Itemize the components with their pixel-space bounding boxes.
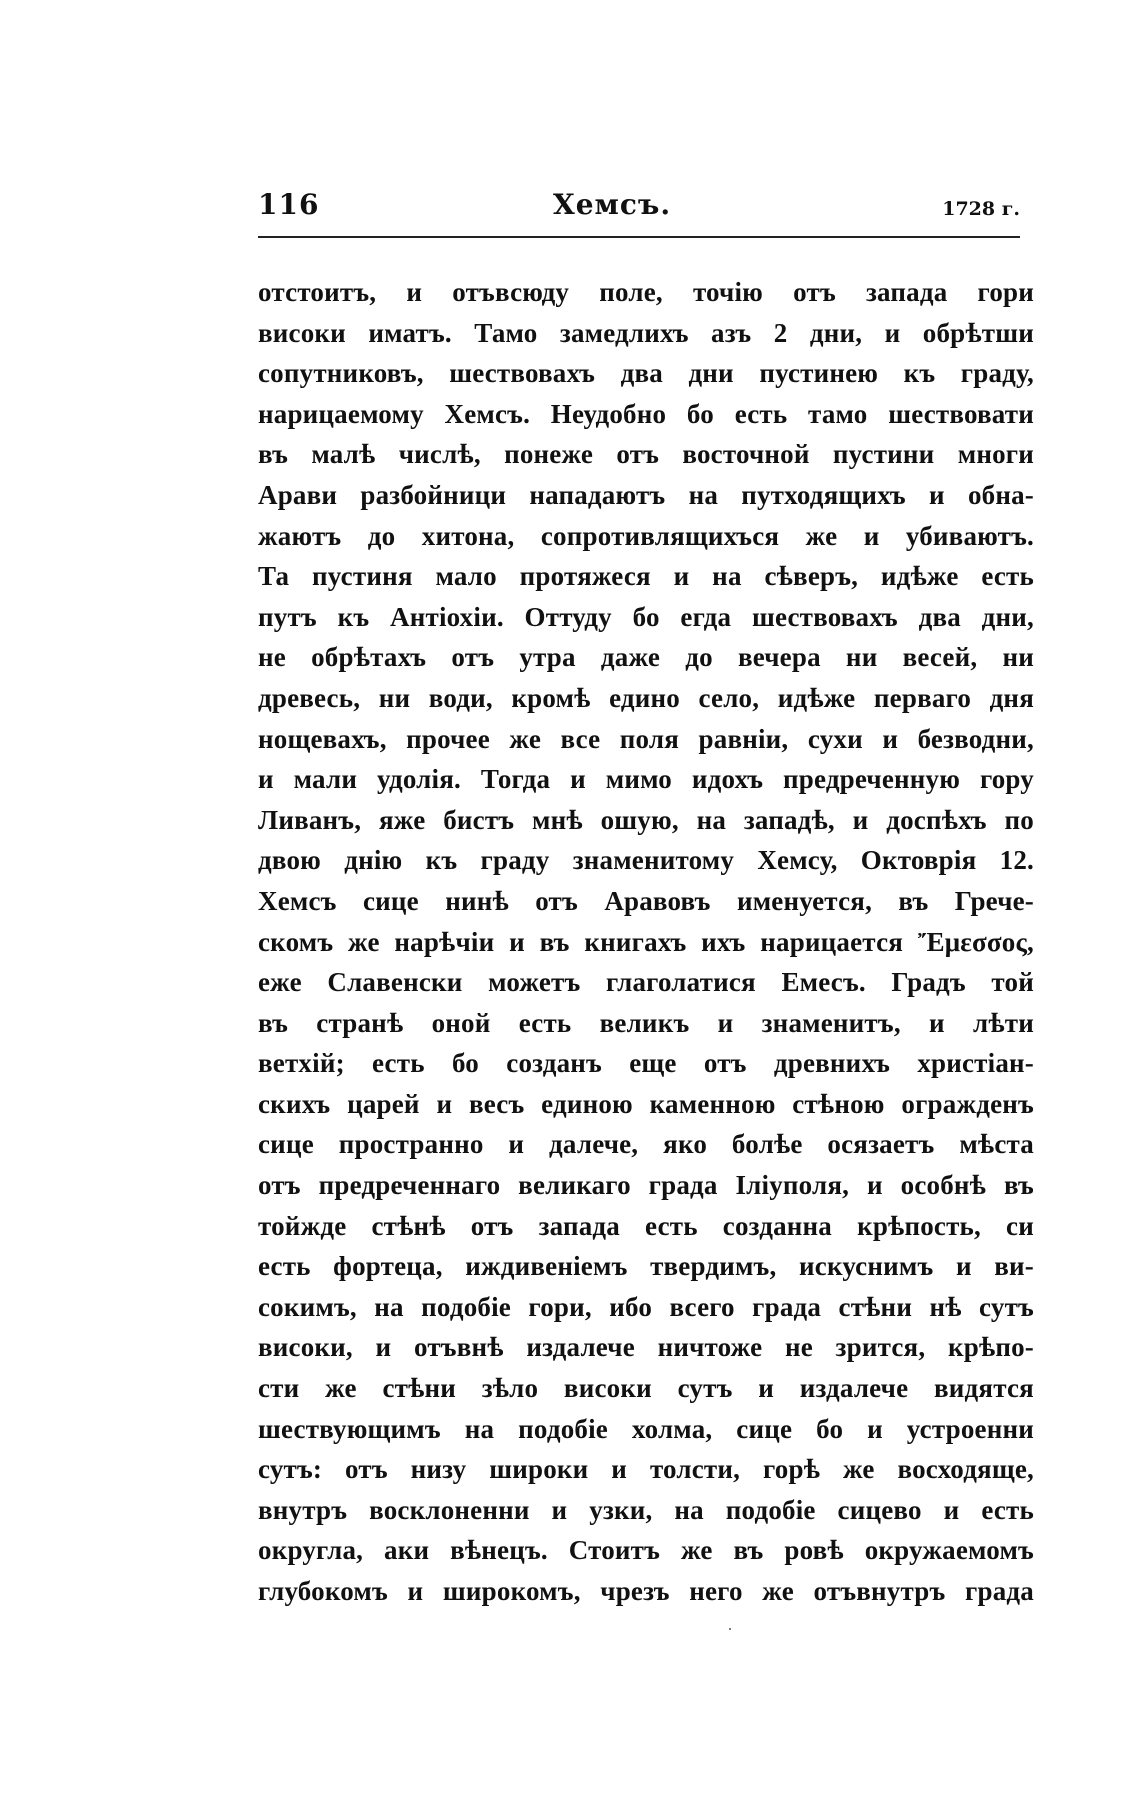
year-label: 1728 г. [942,198,1020,220]
text-line: нарицаемому Хемсъ. Неудобно бо есть тамо шествовати [258,398,1034,429]
text-line: жаютъ до хитона, сопротивлящихъся же и убиваютъ. [258,520,1034,551]
text-line: въ странѣ оной есть великъ и знаменитъ, и лѣти [258,1007,1034,1038]
text-line: високи иматъ. Тамо замедлихъ азъ 2 дни, и обрѣтши [258,317,1034,348]
text-line: внутръ восклоненни и узки, на подобіе сицево и есть [258,1494,1034,1525]
text-line: отъ предреченнаго великаго града Іліуполя, и особнѣ въ [258,1170,1034,1201]
text-line: ветхій; есть бо созданъ еще отъ древнихъ христіан- [258,1048,1034,1079]
text-line: округла, аки вѣнецъ. Стоитъ же въ ровѣ окружаемомъ [258,1535,1034,1566]
text-line: глубокомъ и широкомъ, чрезъ него же отъвнутръ града [258,1576,1034,1606]
text-line: сице пространно и далече, яко болѣе осязаетъ мѣста [258,1129,1034,1160]
text-line: сокимъ, на подобіе гори, ибо всего града стѣни нѣ сутъ [258,1291,1034,1322]
text-line: Та пустиня мало протяжеся и на сѣверъ, идѣже есть [258,561,1034,592]
text-line: путъ къ Антіохіи. Оттуду бо егда шествовахъ два дни, [258,601,1034,632]
paper-speck [729,1628,731,1630]
text-line: Арави разбойници нападаютъ на путходящихъ и обна- [258,479,1034,510]
text-line: сти же стѣни зѣло високи сутъ и издалече видятся [258,1373,1034,1404]
text-line: шествующимъ на подобіе холма, сице бо и устроенни [258,1413,1034,1444]
text-line: Хемсъ сице нинѣ отъ Аравовъ именуется, въ Грече- [258,885,1034,916]
text-line: тойжде стѣнѣ отъ запада есть созданна крѣпость, си [258,1210,1034,1241]
text-line: нощевахъ, прочее же все поля равніи, сухи и безводни, [258,723,1034,754]
page-number: 116 [258,188,320,221]
text-line: сутъ: отъ низу широки и толсти, горѣ же восходяще, [258,1454,1034,1485]
text-line: двою днію къ граду знаменитому Хемсу, Октоврія 12. [258,845,1034,876]
text-line: скихъ царей и весъ единою каменною стѣною огражденъ [258,1088,1034,1119]
header-rule [258,236,1020,238]
text-line: въ малѣ числѣ, понеже отъ восточной пустини многи [258,439,1034,470]
text-line: Ливанъ, яже бистъ мнѣ ошую, на западѣ, и доспѣхъ по [258,804,1034,835]
text-line: и мали удолія. Тогда и мимо идохъ предреченную гору [258,764,1034,795]
running-title: Хемсъ. [553,188,672,221]
text-line: есть фортеца, иждивеніемъ твердимъ, искуснимъ и ви- [258,1251,1034,1282]
text-line: сопутниковъ, шествовахъ два дни пустинею къ граду, [258,358,1034,389]
text-line: скомъ же нарѣчіи и въ книгахъ ихъ нарицается Ἔμεσσος, [258,926,1034,957]
text-line: еже Славенски можетъ глаголатися Емесъ. Градъ той [258,967,1034,998]
body-text [258,272,1034,1612]
text-line: високи, и отъвнѣ издалече ничтоже не зрится, крѣпо- [258,1332,1034,1363]
running-head [258,188,1020,228]
text-line: не обрѣтахъ отъ утра даже до вечера ни весей, ни [258,642,1034,673]
text-line: отстоитъ, и отъвсюду поле, точію отъ запада гори [258,277,1034,307]
text-line: древесь, ни води, кромѣ едино село, идѣже перваго дня [258,682,1034,713]
